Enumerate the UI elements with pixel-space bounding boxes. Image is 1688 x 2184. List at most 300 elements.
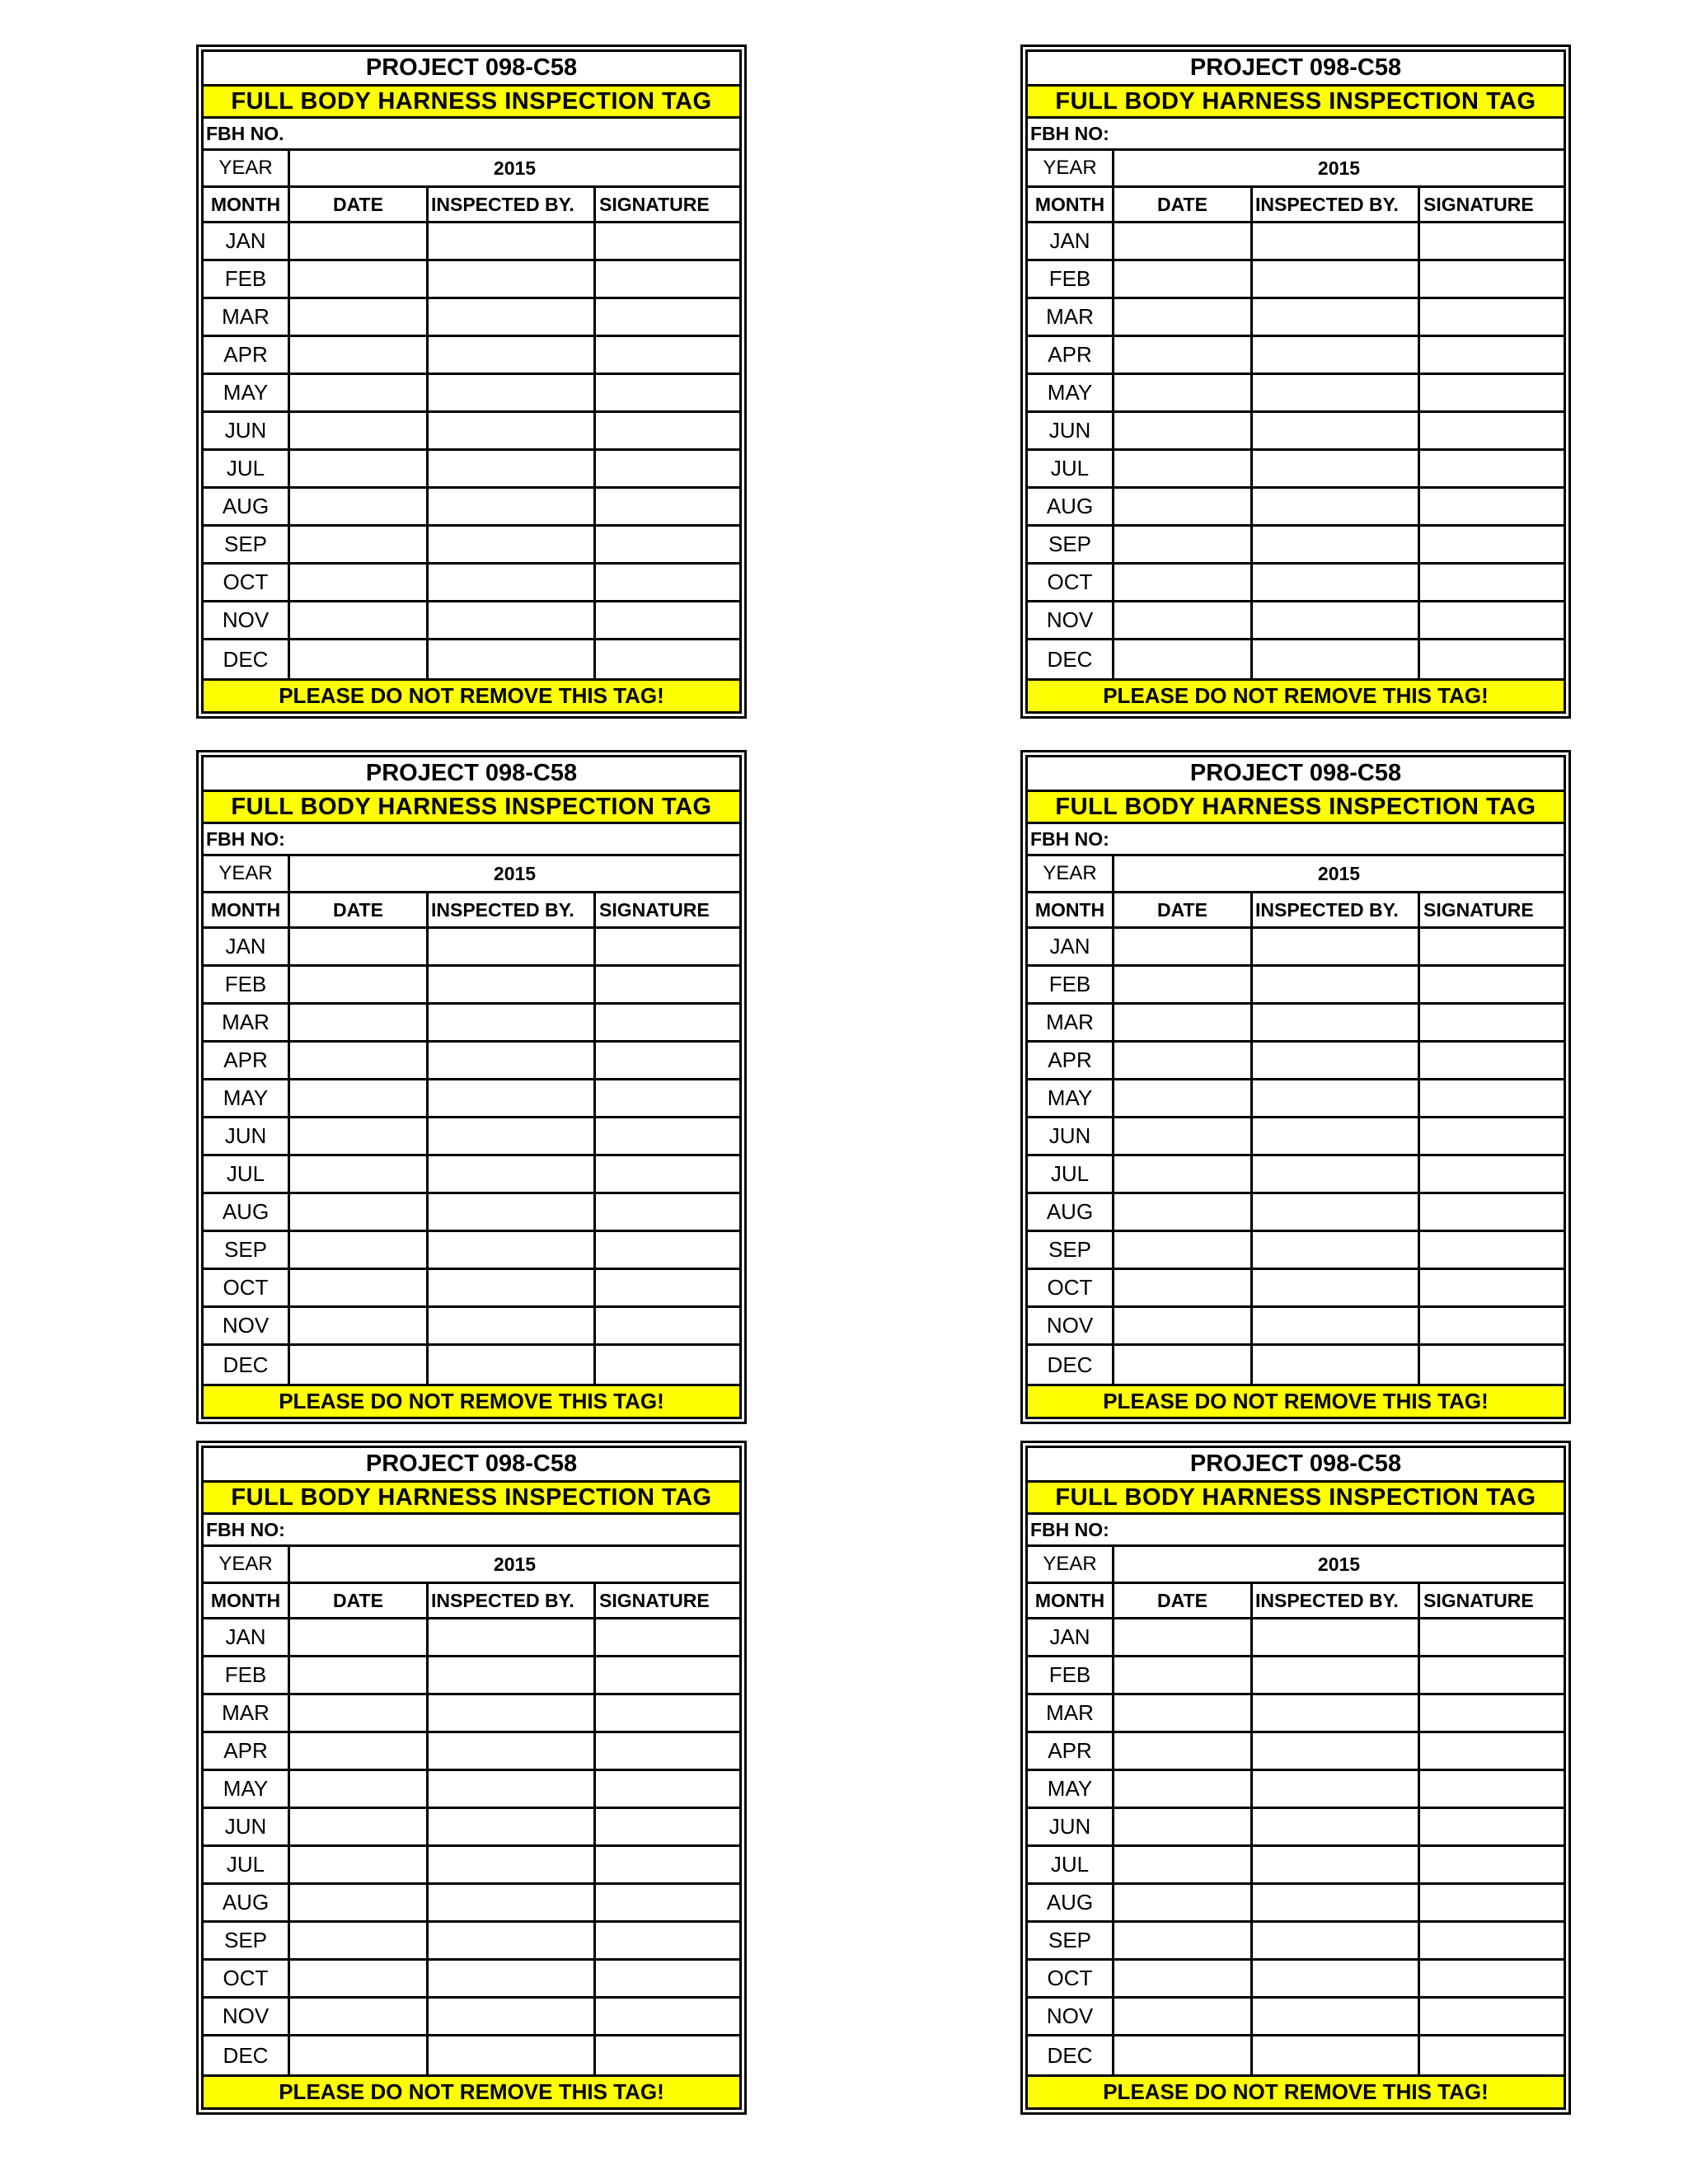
- table-row: [204, 967, 739, 1005]
- inspected-by-cell[interactable]: [429, 1771, 596, 1807]
- inspected-by-cell[interactable]: [1253, 451, 1420, 486]
- date-cell[interactable]: [290, 1847, 429, 1882]
- signature-cell[interactable]: [1420, 1619, 1564, 1655]
- month-label: DEC: [204, 640, 290, 678]
- date-cell[interactable]: [1114, 1619, 1253, 1655]
- signature-cell[interactable]: [596, 1923, 739, 1958]
- inspected-by-cell[interactable]: [1253, 337, 1420, 373]
- date-cell[interactable]: [290, 1232, 429, 1268]
- date-cell[interactable]: [1114, 1156, 1253, 1192]
- date-cell[interactable]: [1114, 1232, 1253, 1268]
- signature-cell[interactable]: [596, 337, 739, 373]
- footer-warning: PLEASE DO NOT REMOVE THIS TAG!: [1028, 1384, 1564, 1417]
- inspected-by-cell[interactable]: [429, 1156, 596, 1192]
- date-cell[interactable]: [1114, 2036, 1253, 2074]
- inspected-by-cell[interactable]: [1253, 1847, 1420, 1882]
- date-cell[interactable]: [290, 527, 429, 562]
- month-label: NOV: [204, 1308, 290, 1343]
- date-cell[interactable]: [290, 451, 429, 486]
- date-cell[interactable]: [1114, 299, 1253, 335]
- signature-cell[interactable]: [596, 451, 739, 486]
- year-row: [1028, 1547, 1564, 1584]
- inspected-by-cell[interactable]: [1253, 1695, 1420, 1731]
- month-rows: [1028, 223, 1564, 678]
- signature-cell[interactable]: [1420, 1923, 1564, 1958]
- inspected-by-cell[interactable]: [429, 1923, 596, 1958]
- signature-cell[interactable]: [596, 1695, 739, 1731]
- inspected-by-cell[interactable]: [1253, 1923, 1420, 1958]
- inspected-by-cell[interactable]: [429, 1961, 596, 1996]
- signature-cell[interactable]: [596, 1771, 739, 1807]
- signature-cell[interactable]: [596, 299, 739, 335]
- signature-cell[interactable]: [596, 1270, 739, 1305]
- table-row: [1028, 1619, 1564, 1657]
- signature-cell[interactable]: [596, 261, 739, 297]
- inspected-by-cell[interactable]: [429, 1657, 596, 1693]
- inspection-tag: [1020, 1441, 1571, 2115]
- month-label: AUG: [1028, 1194, 1114, 1230]
- signature-cell[interactable]: [596, 1156, 739, 1192]
- inspected-by-cell[interactable]: [1253, 413, 1420, 448]
- month-label: JUN: [1028, 1118, 1114, 1154]
- inspected-by-cell[interactable]: [429, 602, 596, 638]
- table-row: [204, 1346, 739, 1384]
- table-row: [1028, 1232, 1564, 1270]
- date-cell[interactable]: [1114, 1885, 1253, 1920]
- footer-warning: PLEASE DO NOT REMOVE THIS TAG!: [1028, 2074, 1564, 2107]
- table-row: [1028, 1847, 1564, 1885]
- inspected-by-cell[interactable]: [1253, 1657, 1420, 1693]
- inspected-by-cell[interactable]: [1253, 1043, 1420, 1078]
- footer-warning: PLEASE DO NOT REMOVE THIS TAG!: [1028, 678, 1564, 711]
- date-cell[interactable]: [1114, 1961, 1253, 1996]
- signature-cell[interactable]: [1420, 337, 1564, 373]
- inspected-by-cell[interactable]: [429, 640, 596, 678]
- signature-cell[interactable]: [1420, 1961, 1564, 1996]
- month-label: JAN: [1028, 1619, 1114, 1655]
- inspected-by-cell[interactable]: [429, 451, 596, 486]
- inspected-by-cell[interactable]: [429, 337, 596, 373]
- table-row: [1028, 1194, 1564, 1232]
- table-row: [1028, 565, 1564, 602]
- date-cell[interactable]: [290, 1809, 429, 1844]
- signature-cell[interactable]: [1420, 1270, 1564, 1305]
- signature-cell[interactable]: [596, 1999, 739, 2034]
- signature-cell[interactable]: [596, 640, 739, 678]
- date-cell[interactable]: [1114, 1657, 1253, 1693]
- inspected-by-cell[interactable]: [429, 1270, 596, 1305]
- table-row: [1028, 1885, 1564, 1923]
- inspected-by-cell[interactable]: [429, 261, 596, 297]
- date-cell[interactable]: [1114, 261, 1253, 297]
- inspected-by-cell[interactable]: [1253, 1733, 1420, 1769]
- inspected-by-cell[interactable]: [1253, 1080, 1420, 1116]
- month-label: APR: [1028, 1043, 1114, 1078]
- signature-cell[interactable]: [1420, 489, 1564, 524]
- tag-title: FULL BODY HARNESS INSPECTION TAG: [204, 87, 739, 119]
- date-cell[interactable]: [290, 1043, 429, 1078]
- project-title: PROJECT 098-C58: [1028, 1448, 1564, 1483]
- signature-cell[interactable]: [596, 602, 739, 638]
- signature-cell[interactable]: [1420, 1733, 1564, 1769]
- date-cell[interactable]: [1114, 1118, 1253, 1154]
- signature-cell[interactable]: [596, 1885, 739, 1920]
- tag-frame: [201, 49, 742, 714]
- signature-cell[interactable]: [596, 565, 739, 600]
- inspected-by-cell[interactable]: [1253, 375, 1420, 410]
- signature-cell[interactable]: [1420, 1695, 1564, 1731]
- signature-cell[interactable]: [1420, 1118, 1564, 1154]
- signature-cell[interactable]: [596, 1080, 739, 1116]
- inspected-by-cell[interactable]: [1253, 299, 1420, 335]
- signature-cell[interactable]: [596, 1308, 739, 1343]
- footer-warning: PLEASE DO NOT REMOVE THIS TAG!: [204, 2074, 739, 2107]
- table-row: [1028, 337, 1564, 375]
- date-cell[interactable]: [290, 299, 429, 335]
- inspected-by-cell[interactable]: [429, 1194, 596, 1230]
- date-cell[interactable]: [290, 602, 429, 638]
- inspected-by-cell[interactable]: [429, 1043, 596, 1078]
- inspected-by-cell[interactable]: [429, 967, 596, 1002]
- date-cell[interactable]: [290, 1156, 429, 1192]
- header-date: DATE: [1114, 893, 1253, 926]
- year-value: 2015: [493, 1553, 537, 1575]
- date-cell[interactable]: [290, 1771, 429, 1807]
- signature-cell[interactable]: [1420, 2036, 1564, 2074]
- signature-cell[interactable]: [596, 223, 739, 259]
- inspected-by-cell[interactable]: [429, 1232, 596, 1268]
- fbh-number-field[interactable]: FBH NO:: [1028, 824, 1564, 856]
- fbh-number-field[interactable]: FBH NO:: [204, 1515, 739, 1547]
- month-rows: [1028, 1619, 1564, 2074]
- date-cell[interactable]: [290, 1923, 429, 1958]
- date-cell[interactable]: [1114, 223, 1253, 259]
- signature-cell[interactable]: [1420, 1005, 1564, 1040]
- date-cell[interactable]: [290, 375, 429, 410]
- inspected-by-cell[interactable]: [429, 489, 596, 524]
- year-row: [1028, 856, 1564, 893]
- date-cell[interactable]: [290, 640, 429, 678]
- signature-cell[interactable]: [1420, 299, 1564, 335]
- date-cell[interactable]: [290, 489, 429, 524]
- signature-cell[interactable]: [1420, 1080, 1564, 1116]
- table-row: [1028, 967, 1564, 1005]
- table-row: [204, 1999, 739, 2036]
- header-inspected-by: INSPECTED BY.: [429, 188, 596, 221]
- date-cell[interactable]: [1114, 1999, 1253, 2034]
- inspected-by-cell[interactable]: [429, 1080, 596, 1116]
- signature-cell[interactable]: [1420, 1771, 1564, 1807]
- header-date: DATE: [290, 1584, 429, 1617]
- signature-cell[interactable]: [1420, 640, 1564, 678]
- signature-cell[interactable]: [596, 1232, 739, 1268]
- inspected-by-cell[interactable]: [429, 1809, 596, 1844]
- date-cell[interactable]: [290, 2036, 429, 2074]
- date-cell[interactable]: [290, 261, 429, 297]
- inspected-by-cell[interactable]: [429, 929, 596, 964]
- table-row: [1028, 1270, 1564, 1308]
- date-cell[interactable]: [290, 337, 429, 373]
- date-cell[interactable]: [290, 929, 429, 964]
- inspected-by-cell[interactable]: [1253, 1885, 1420, 1920]
- signature-cell[interactable]: [1420, 1194, 1564, 1230]
- fbh-number-field[interactable]: FBH NO:: [1028, 1515, 1564, 1547]
- signature-cell[interactable]: [1420, 527, 1564, 562]
- table-row: [204, 1619, 739, 1657]
- date-cell[interactable]: [1114, 1005, 1253, 1040]
- signature-cell[interactable]: [596, 1043, 739, 1078]
- year-value: 2015: [1317, 157, 1361, 179]
- inspected-by-cell[interactable]: [429, 1847, 596, 1882]
- column-header-row: [204, 893, 739, 929]
- signature-cell[interactable]: [1420, 1847, 1564, 1882]
- date-cell[interactable]: [1114, 1695, 1253, 1731]
- signature-cell[interactable]: [1420, 1657, 1564, 1693]
- signature-cell[interactable]: [1420, 223, 1564, 259]
- signature-cell[interactable]: [1420, 1043, 1564, 1078]
- signature-cell[interactable]: [596, 1961, 739, 1996]
- date-cell[interactable]: [1114, 413, 1253, 448]
- date-cell[interactable]: [1114, 1346, 1253, 1384]
- date-cell[interactable]: [1114, 451, 1253, 486]
- table-row: [204, 1308, 739, 1346]
- inspected-by-cell[interactable]: [1253, 967, 1420, 1002]
- year-row: [204, 856, 739, 893]
- inspected-by-cell[interactable]: [1253, 527, 1420, 562]
- inspected-by-cell[interactable]: [1253, 1999, 1420, 2034]
- month-label: FEB: [204, 261, 290, 297]
- signature-cell[interactable]: [596, 1005, 739, 1040]
- table-row: [204, 451, 739, 489]
- inspected-by-cell[interactable]: [1253, 602, 1420, 638]
- inspected-by-cell[interactable]: [429, 1999, 596, 2034]
- date-cell[interactable]: [1114, 489, 1253, 524]
- fbh-number-field[interactable]: FBH NO.: [204, 119, 739, 151]
- signature-cell[interactable]: [1420, 1885, 1564, 1920]
- fbh-number-field[interactable]: FBH NO:: [1028, 119, 1564, 151]
- date-cell[interactable]: [290, 1308, 429, 1343]
- date-cell[interactable]: [1114, 967, 1253, 1002]
- date-cell[interactable]: [290, 1118, 429, 1154]
- signature-cell[interactable]: [1420, 1346, 1564, 1384]
- signature-cell[interactable]: [596, 527, 739, 562]
- date-cell[interactable]: [290, 1657, 429, 1693]
- signature-cell[interactable]: [596, 2036, 739, 2074]
- table-row: [1028, 451, 1564, 489]
- date-cell[interactable]: [1114, 1194, 1253, 1230]
- date-cell[interactable]: [1114, 602, 1253, 638]
- inspected-by-cell[interactable]: [429, 1308, 596, 1343]
- signature-cell[interactable]: [596, 1657, 739, 1693]
- signature-cell[interactable]: [1420, 451, 1564, 486]
- inspected-by-cell[interactable]: [429, 1346, 596, 1384]
- month-label: MAR: [1028, 1005, 1114, 1040]
- date-cell[interactable]: [1114, 1809, 1253, 1844]
- header-inspected-by: INSPECTED BY.: [1253, 1584, 1420, 1617]
- date-cell[interactable]: [1114, 1043, 1253, 1078]
- signature-cell[interactable]: [596, 489, 739, 524]
- date-cell[interactable]: [290, 1080, 429, 1116]
- inspected-by-cell[interactable]: [1253, 1619, 1420, 1655]
- month-label: AUG: [204, 489, 290, 524]
- date-cell[interactable]: [290, 1885, 429, 1920]
- date-cell[interactable]: [1114, 1080, 1253, 1116]
- signature-cell[interactable]: [596, 1847, 739, 1882]
- signature-cell[interactable]: [596, 1194, 739, 1230]
- month-label: DEC: [204, 2036, 290, 2074]
- inspected-by-cell[interactable]: [1253, 1005, 1420, 1040]
- month-label: JUN: [204, 1809, 290, 1844]
- signature-cell[interactable]: [1420, 1999, 1564, 2034]
- inspected-by-cell[interactable]: [1253, 640, 1420, 678]
- table-row: [1028, 640, 1564, 678]
- table-row: [204, 1885, 739, 1923]
- signature-cell[interactable]: [596, 413, 739, 448]
- signature-cell[interactable]: [1420, 602, 1564, 638]
- date-cell[interactable]: [290, 1194, 429, 1230]
- date-cell[interactable]: [1114, 1308, 1253, 1343]
- month-label: JUL: [1028, 1156, 1114, 1192]
- inspected-by-cell[interactable]: [429, 375, 596, 410]
- table-row: [204, 1771, 739, 1809]
- tag-title: FULL BODY HARNESS INSPECTION TAG: [1028, 87, 1564, 119]
- date-cell[interactable]: [1114, 1847, 1253, 1882]
- table-row: [204, 223, 739, 261]
- year-label: YEAR: [204, 856, 290, 891]
- date-cell[interactable]: [1114, 1733, 1253, 1769]
- signature-cell[interactable]: [596, 1733, 739, 1769]
- inspected-by-cell[interactable]: [1253, 261, 1420, 297]
- date-cell[interactable]: [1114, 565, 1253, 600]
- date-cell[interactable]: [290, 413, 429, 448]
- signature-cell[interactable]: [1420, 1308, 1564, 1343]
- date-cell[interactable]: [290, 1346, 429, 1384]
- inspected-by-cell[interactable]: [1253, 489, 1420, 524]
- year-label: YEAR: [204, 1547, 290, 1582]
- inspected-by-cell[interactable]: [429, 2036, 596, 2074]
- date-cell[interactable]: [1114, 640, 1253, 678]
- date-cell[interactable]: [290, 1733, 429, 1769]
- inspected-by-cell[interactable]: [1253, 929, 1420, 964]
- inspected-by-cell[interactable]: [429, 299, 596, 335]
- inspected-by-cell[interactable]: [1253, 2036, 1420, 2074]
- table-row: [1028, 1346, 1564, 1384]
- inspected-by-cell[interactable]: [1253, 1118, 1420, 1154]
- tag-frame: [1025, 49, 1566, 714]
- signature-cell[interactable]: [596, 1619, 739, 1655]
- date-cell[interactable]: [1114, 929, 1253, 964]
- inspected-by-cell[interactable]: [1253, 223, 1420, 259]
- inspected-by-cell[interactable]: [429, 527, 596, 562]
- date-cell[interactable]: [1114, 527, 1253, 562]
- inspected-by-cell[interactable]: [1253, 1771, 1420, 1807]
- date-cell[interactable]: [290, 1695, 429, 1731]
- tag-title: FULL BODY HARNESS INSPECTION TAG: [204, 792, 739, 824]
- month-rows: [204, 929, 739, 1384]
- column-header-row: [204, 188, 739, 223]
- inspected-by-cell[interactable]: [429, 1005, 596, 1040]
- date-cell[interactable]: [1114, 375, 1253, 410]
- signature-cell[interactable]: [596, 1118, 739, 1154]
- signature-cell[interactable]: [1420, 413, 1564, 448]
- year-label: YEAR: [1028, 1547, 1114, 1582]
- signature-cell[interactable]: [596, 375, 739, 410]
- table-row: [1028, 489, 1564, 527]
- signature-cell[interactable]: [1420, 967, 1564, 1002]
- date-cell[interactable]: [290, 967, 429, 1002]
- inspected-by-cell[interactable]: [1253, 1194, 1420, 1230]
- tag-frame: [201, 1446, 742, 2110]
- header-signature: SIGNATURE: [1423, 193, 1534, 215]
- month-label: JAN: [204, 929, 290, 964]
- date-cell[interactable]: [290, 1619, 429, 1655]
- inspected-by-cell[interactable]: [1253, 1346, 1420, 1384]
- date-cell[interactable]: [290, 1961, 429, 1996]
- table-row: [204, 929, 739, 967]
- inspected-by-cell[interactable]: [429, 1619, 596, 1655]
- signature-cell[interactable]: [1420, 1232, 1564, 1268]
- inspected-by-cell[interactable]: [429, 223, 596, 259]
- date-cell[interactable]: [290, 1999, 429, 2034]
- inspected-by-cell[interactable]: [1253, 1270, 1420, 1305]
- date-cell[interactable]: [290, 1005, 429, 1040]
- tag-title: FULL BODY HARNESS INSPECTION TAG: [1028, 792, 1564, 824]
- signature-cell[interactable]: [1420, 1156, 1564, 1192]
- inspected-by-cell[interactable]: [1253, 1308, 1420, 1343]
- signature-cell[interactable]: [1420, 565, 1564, 600]
- signature-cell[interactable]: [1420, 261, 1564, 297]
- signature-cell[interactable]: [1420, 929, 1564, 964]
- inspected-by-cell[interactable]: [429, 565, 596, 600]
- signature-cell[interactable]: [596, 1346, 739, 1384]
- inspected-by-cell[interactable]: [429, 413, 596, 448]
- month-label: SEP: [204, 1923, 290, 1958]
- project-title: PROJECT 098-C58: [1028, 52, 1564, 87]
- signature-cell[interactable]: [1420, 1809, 1564, 1844]
- date-cell[interactable]: [1114, 1270, 1253, 1305]
- date-cell[interactable]: [290, 565, 429, 600]
- date-cell[interactable]: [1114, 337, 1253, 373]
- month-label: NOV: [1028, 1308, 1114, 1343]
- inspected-by-cell[interactable]: [429, 1695, 596, 1731]
- signature-cell[interactable]: [596, 967, 739, 1002]
- inspected-by-cell[interactable]: [1253, 565, 1420, 600]
- inspected-by-cell[interactable]: [429, 1733, 596, 1769]
- inspected-by-cell[interactable]: [429, 1885, 596, 1920]
- inspected-by-cell[interactable]: [1253, 1961, 1420, 1996]
- inspected-by-cell[interactable]: [429, 1118, 596, 1154]
- header-date: DATE: [1114, 1584, 1253, 1617]
- signature-cell[interactable]: [596, 1809, 739, 1844]
- month-label: OCT: [204, 1961, 290, 1996]
- date-cell[interactable]: [290, 223, 429, 259]
- month-rows: [204, 1619, 739, 2074]
- signature-cell[interactable]: [596, 929, 739, 964]
- inspected-by-cell[interactable]: [1253, 1156, 1420, 1192]
- signature-cell[interactable]: [1420, 375, 1564, 410]
- date-cell[interactable]: [1114, 1923, 1253, 1958]
- date-cell[interactable]: [1114, 1771, 1253, 1807]
- month-rows: [1028, 929, 1564, 1384]
- month-label: APR: [1028, 1733, 1114, 1769]
- table-row: [1028, 1156, 1564, 1194]
- date-cell[interactable]: [290, 1270, 429, 1305]
- inspected-by-cell[interactable]: [1253, 1809, 1420, 1844]
- inspected-by-cell[interactable]: [1253, 1232, 1420, 1268]
- month-label: MAR: [204, 1695, 290, 1731]
- month-label: FEB: [1028, 967, 1114, 1002]
- fbh-number-field[interactable]: FBH NO:: [204, 824, 739, 856]
